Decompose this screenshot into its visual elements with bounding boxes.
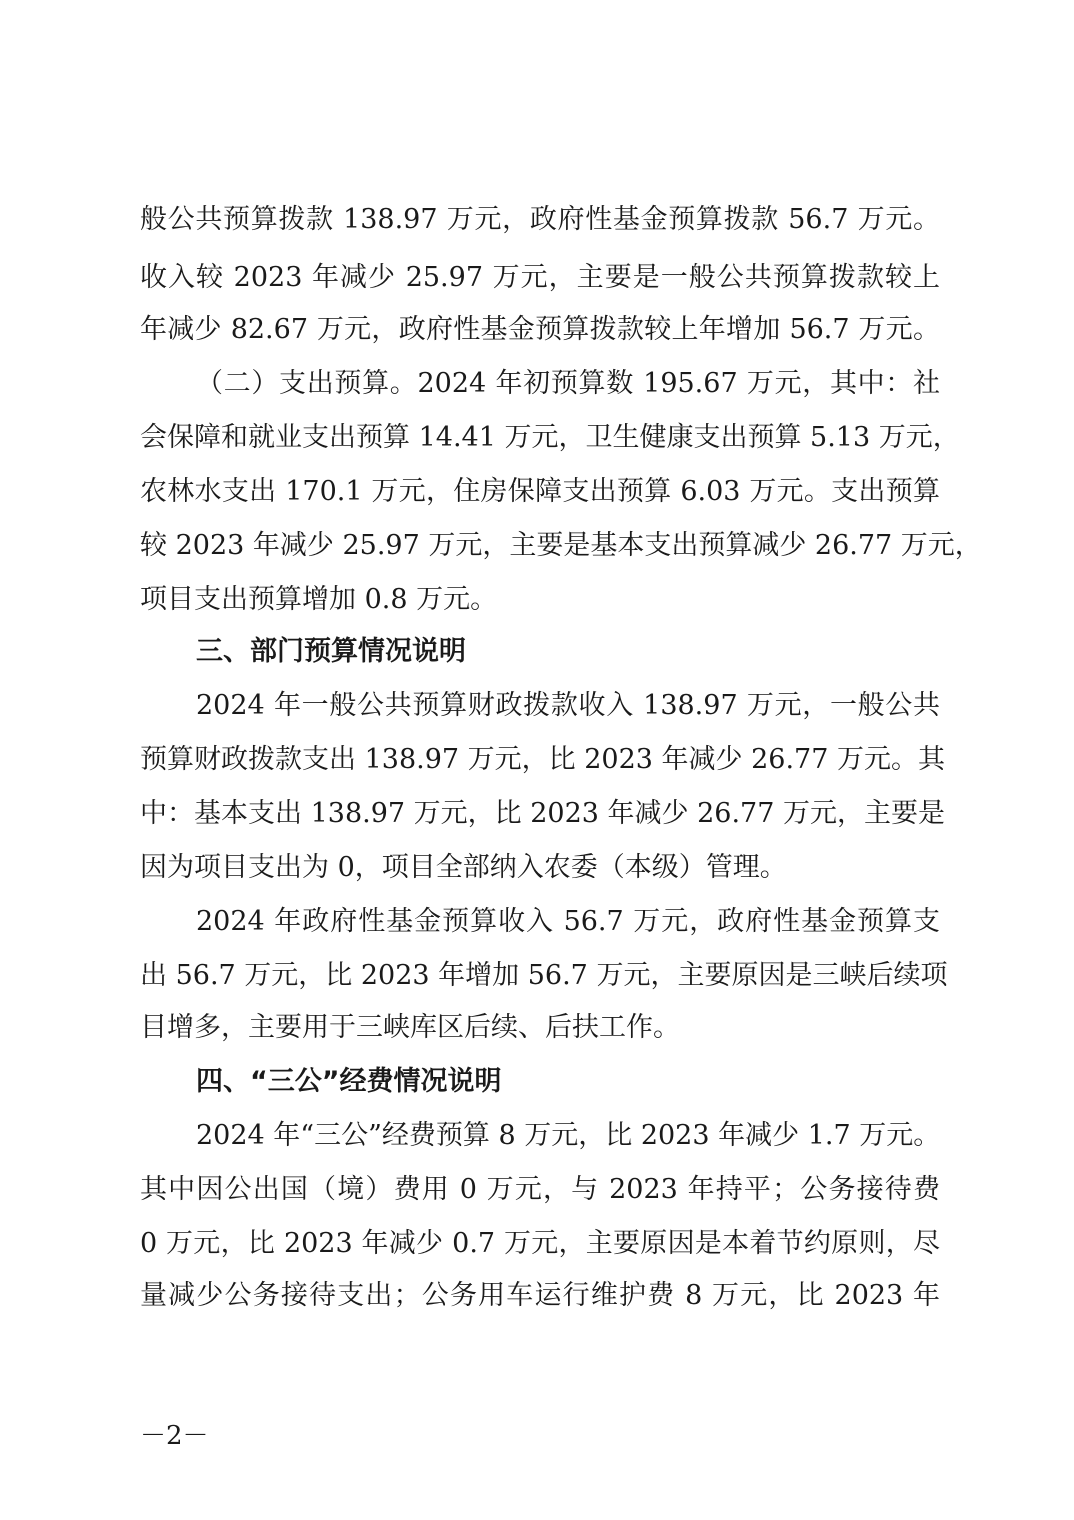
body-line-10: 2024 年一般公共预算财政拨款收入 138.97 万元，一般公共 <box>196 690 940 721</box>
body-line-18: 2024 年“三公”经费预算 8 万元，比 2023 年减少 1.7 万元。 <box>196 1120 941 1151</box>
body-line-19: 其中因公出国（境）费用 0 万元，与 2023 年持平；公务接待费 <box>140 1174 940 1205</box>
body-line-1: 般公共预算拨款 138.97 万元，政府性基金预算拨款 56.7 万元。 <box>140 204 940 235</box>
section-heading-4: 四、“三公”经费情况说明 <box>196 1066 502 1097</box>
body-line-7: 较 2023 年减少 25.97 万元，主要是基本支出预算减少 26.77 万元， <box>140 530 982 561</box>
body-line-12: 中：基本支出 138.97 万元，比 2023 年减少 26.77 万元，主要是 <box>140 798 945 829</box>
body-line-8: 项目支出预算增加 0.8 万元。 <box>140 584 498 615</box>
body-line-3: 年减少 82.67 万元，政府性基金预算拨款较上年增加 56.7 万元。 <box>140 314 940 345</box>
body-line-4: （二）支出预算。2024 年初预算数 195.67 万元，其中：社 <box>196 368 940 399</box>
body-line-13: 因为项目支出为 0，项目全部纳入农委（本级）管理。 <box>140 852 787 883</box>
body-line-11: 预算财政拨款支出 138.97 万元，比 2023 年减少 26.77 万元。其 <box>140 744 945 775</box>
body-line-16: 目增多，主要用于三峡库区后续、后扶工作。 <box>140 1012 680 1043</box>
body-line-15: 出 56.7 万元，比 2023 年增加 56.7 万元，主要原因是三峡后续项 <box>140 960 948 991</box>
body-line-2: 收入较 2023 年减少 25.97 万元，主要是一般公共预算拨款较上 <box>140 262 940 293</box>
body-line-21: 量减少公务接待支出；公务用车运行维护费 8 万元，比 2023 年 <box>140 1280 940 1311</box>
body-line-6: 农林水支出 170.1 万元，住房保障支出预算 6.03 万元。支出预算 <box>140 476 940 507</box>
page-number: －2－ <box>140 1421 209 1451</box>
body-line-5: 会保障和就业支出预算 14.41 万元，卫生健康支出预算 5.13 万元， <box>140 422 960 453</box>
body-line-20: 0 万元，比 2023 年减少 0.7 万元，主要原因是本着节约原则，尽 <box>140 1228 940 1259</box>
body-line-14: 2024 年政府性基金预算收入 56.7 万元，政府性基金预算支 <box>196 906 940 937</box>
section-heading-3: 三、部门预算情况说明 <box>196 636 466 667</box>
